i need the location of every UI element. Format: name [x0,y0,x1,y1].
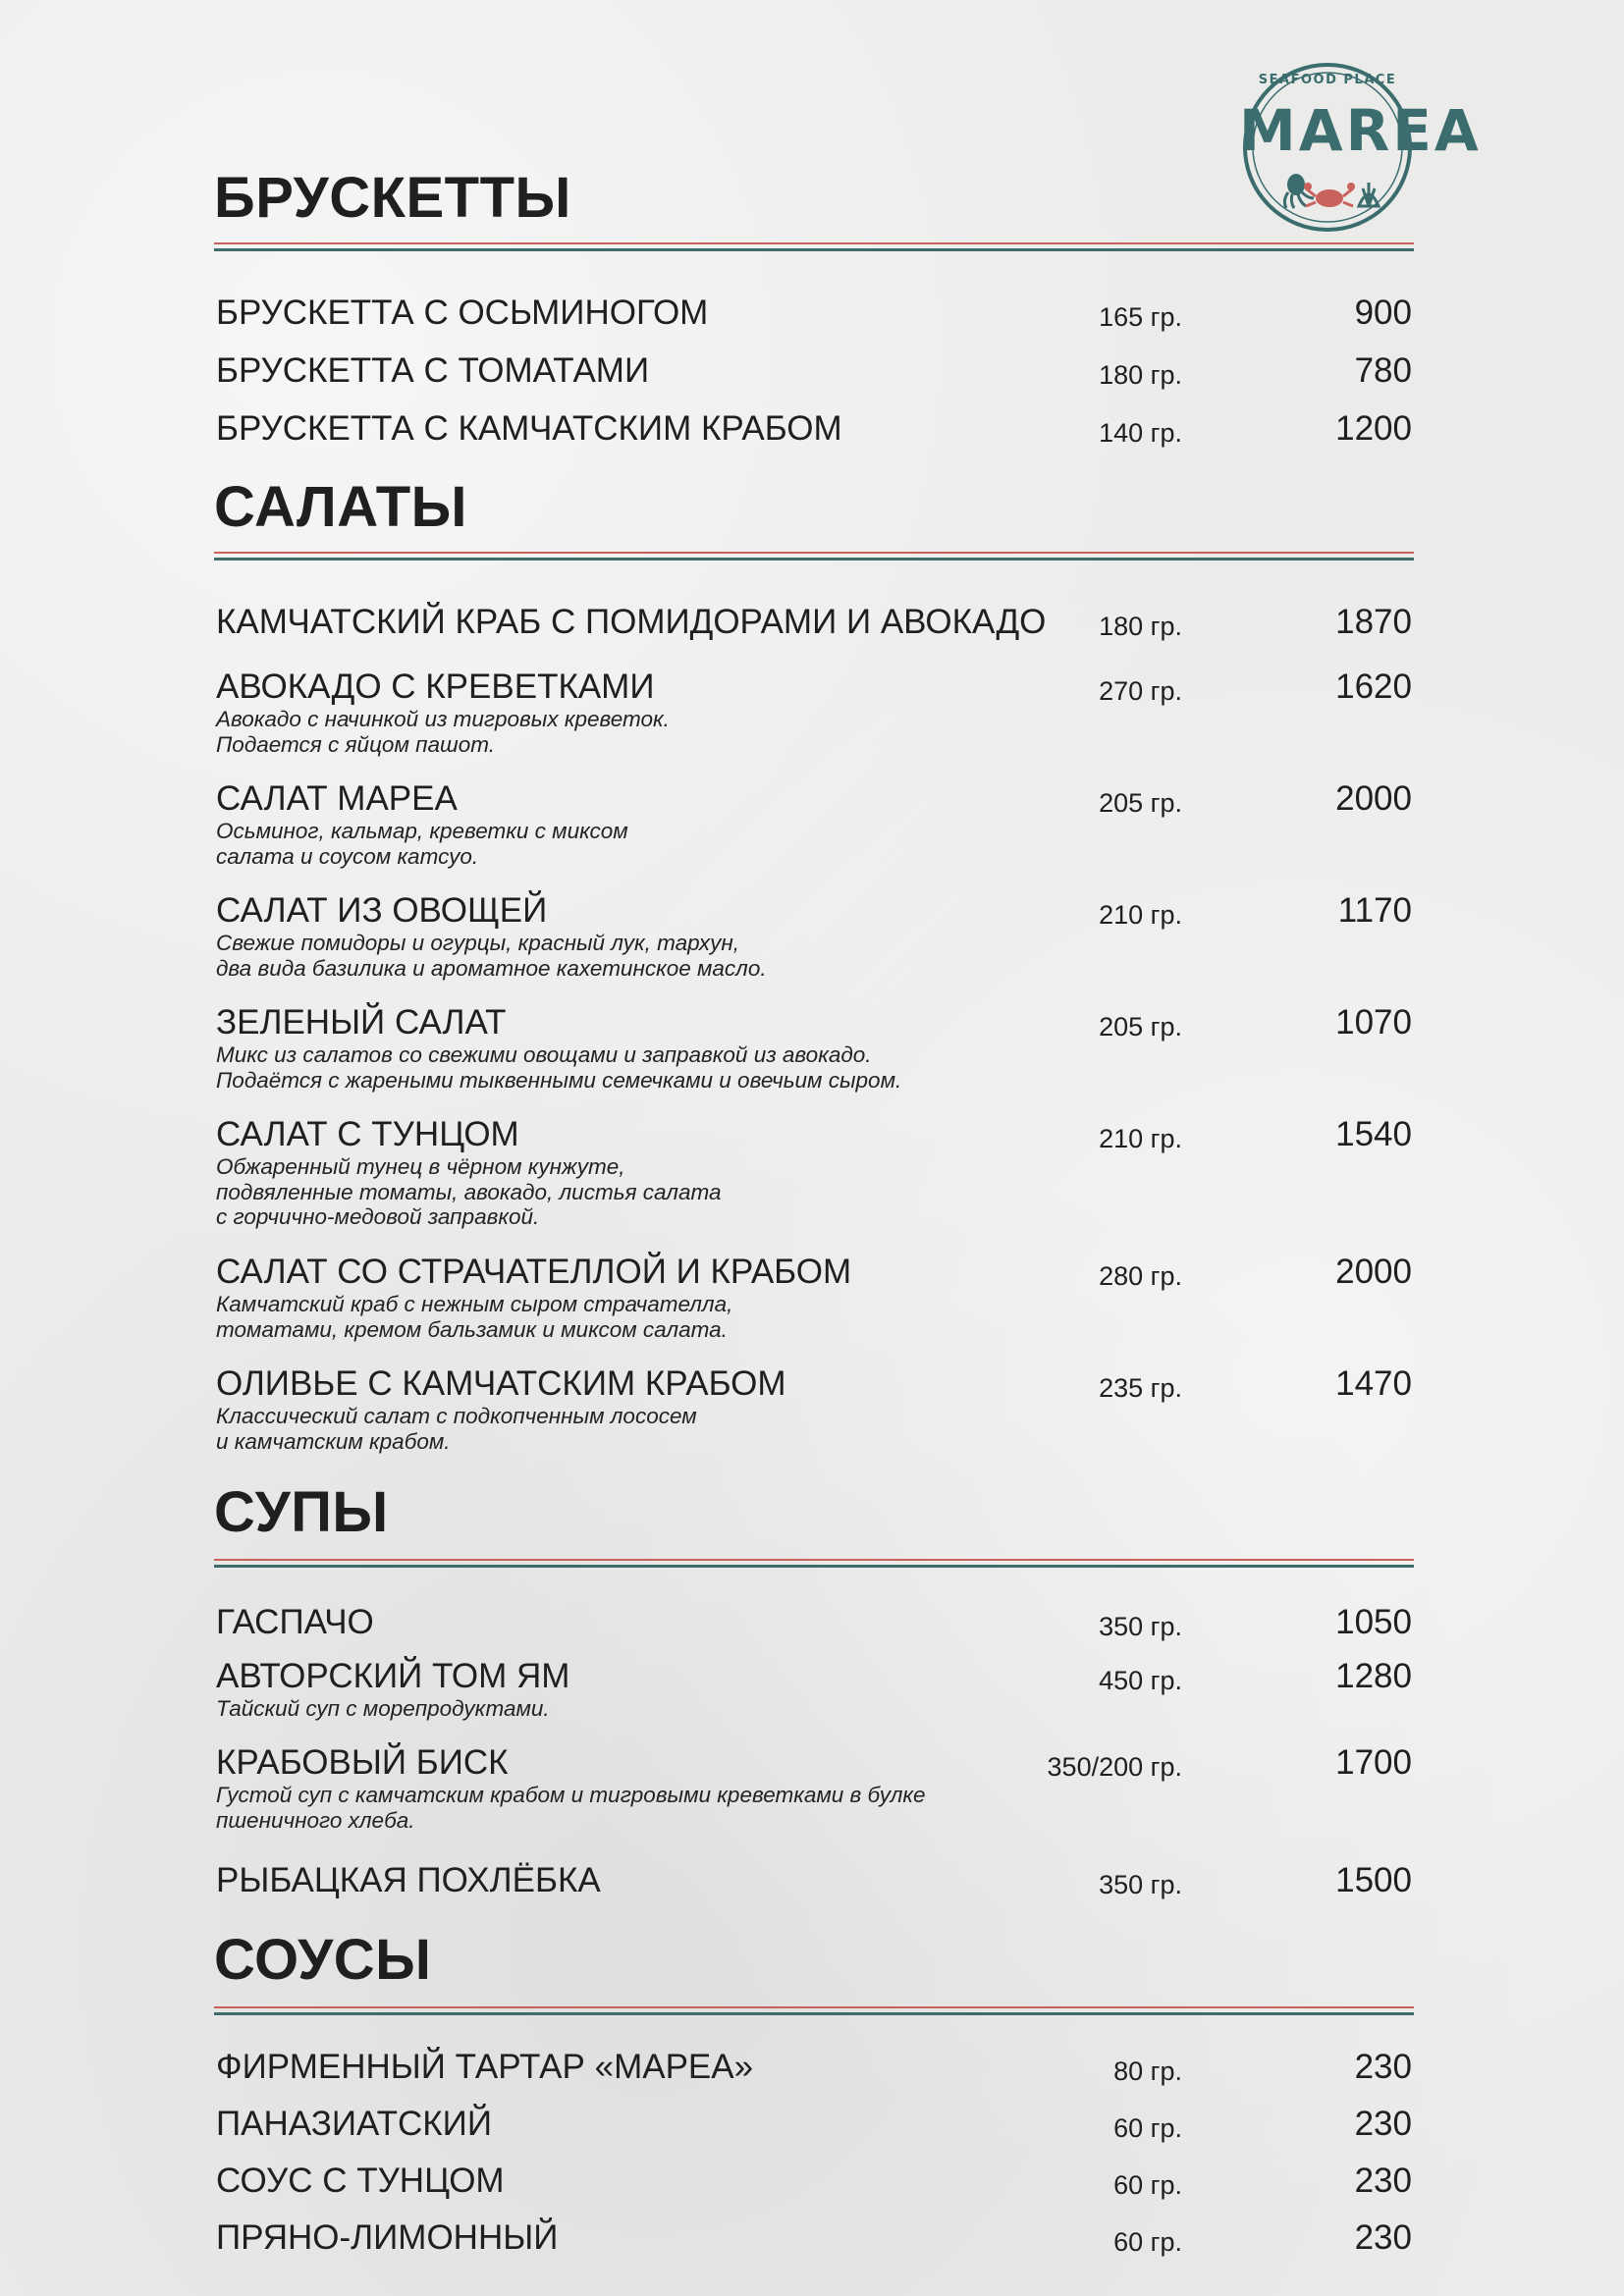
item-weight: 350 гр. [1099,1612,1182,1641]
item-description: Камчатский краб с нежным сыром страчателла, томатами, кремом бальзамик и миксом салата. [216,1292,733,1342]
item-name: САЛАТ СО СТРАЧАТЕЛЛОЙ И КРАБОМ [216,1253,852,1291]
item-price: 1700 [1335,1743,1412,1782]
item-weight: 60 гр. [1113,2227,1182,2257]
item-name: РЫБАЦКАЯ ПОХЛЁБКА [216,1861,601,1899]
item-name: САЛАТ ИЗ ОВОЩЕЙ [216,891,548,930]
item-description: Авокадо с начинкой из тигровых креветок. Подается с яйцом пашот. [216,707,670,757]
item-weight: 205 гр. [1099,1012,1182,1041]
item-price: 1070 [1335,1003,1412,1041]
item-name: ФИРМЕННЫЙ ТАРТАР «МАРЕА» [216,2048,754,2086]
item-price: 2000 [1335,1253,1412,1291]
section-divider [214,2006,1414,2016]
item-description: Свежие помидоры и огурцы, красный лук, тархун, два вида базилика и ароматное кахетинское масло. [216,931,767,981]
item-description: Классический салат с подкопченным лососем и камчатским крабом. [216,1404,697,1454]
item-weight: 280 гр. [1099,1261,1182,1291]
item-weight: 210 гр. [1099,900,1182,930]
item-description: Микс из салатов со свежими овощами и заправкой из авокадо. Подаётся с жареными тыквенными семечками и овечьим сыром. [216,1042,902,1093]
item-name: САЛАТ МАРЕА [216,779,458,818]
item-weight: 235 гр. [1099,1373,1182,1403]
item-name: БРУСКЕТТА С КАМЧАТСКИМ КРАБОМ [216,409,842,448]
item-price: 780 [1354,351,1412,390]
item-price: 900 [1354,294,1412,332]
item-price: 1470 [1335,1364,1412,1403]
item-weight: 350 гр. [1099,1870,1182,1899]
item-description: Густой суп с камчатским крабом и тигровыми креветками в булке пшеничного хлеба. [216,1783,926,1833]
item-name: КРАБОВЫЙ БИСК [216,1743,509,1782]
item-name: ПРЯНО-ЛИМОННЫЙ [216,2218,559,2257]
logo-subtitle: SEAFOOD PLACE [1258,73,1397,87]
item-weight: 80 гр. [1113,2056,1182,2086]
item-name: БРУСКЕТТА С ОСЬМИНОГОМ [216,294,709,332]
item-weight: 270 гр. [1099,676,1182,706]
section-title: САЛАТЫ [214,475,467,539]
item-price: 230 [1354,2105,1412,2143]
item-name: АВОКАДО С КРЕВЕТКАМИ [216,667,655,706]
item-name: САЛАТ С ТУНЦОМ [216,1115,519,1153]
section-title: СОУСЫ [214,1928,432,1992]
item-weight: 60 гр. [1113,2113,1182,2143]
item-description: Обжаренный тунец в чёрном кунжуте, подвяленные томаты, авокадо, листья салата с горчично-медовой заправкой. [216,1154,722,1229]
item-name: СОУС С ТУНЦОМ [216,2162,505,2200]
item-weight: 350/200 гр. [1047,1752,1182,1782]
item-weight: 60 гр. [1113,2170,1182,2200]
section-divider [214,242,1414,252]
item-name: АВТОРСКИЙ ТОМ ЯМ [216,1657,570,1695]
item-price: 230 [1354,2218,1412,2257]
marea-logo [1239,59,1482,236]
item-name: ГАСПАЧО [216,1603,374,1641]
item-description: Осьминог, кальмар, креветки с миксом салата и соусом катсуо. [216,819,628,869]
item-price: 230 [1354,2162,1412,2200]
item-price: 1200 [1335,409,1412,448]
item-price: 1280 [1335,1657,1412,1695]
item-price: 1050 [1335,1603,1412,1641]
item-weight: 140 гр. [1099,418,1182,448]
item-price: 1170 [1337,891,1412,930]
logo-title: MAREA [1239,97,1482,164]
item-weight: 180 гр. [1099,360,1182,390]
item-name: КАМЧАТСКИЙ КРАБ С ПОМИДОРАМИ И АВОКАДО [216,603,1047,641]
item-name: БРУСКЕТТА С ТОМАТАМИ [216,351,650,390]
item-description: Тайский суп с морепродуктами. [216,1696,550,1721]
item-weight: 205 гр. [1099,788,1182,818]
item-name: ЗЕЛЕНЫЙ САЛАТ [216,1003,507,1041]
item-weight: 180 гр. [1099,612,1182,641]
item-name: ОЛИВЬЕ С КАМЧАТСКИМ КРАБОМ [216,1364,786,1403]
item-price: 1870 [1335,603,1412,641]
shell-icon [1359,183,1379,206]
section-title: БРУСКЕТТЫ [214,166,571,230]
item-weight: 450 гр. [1099,1666,1182,1695]
crab-icon [1304,183,1355,207]
item-price: 2000 [1335,779,1412,818]
section-divider [214,1559,1414,1569]
section-title: СУПЫ [214,1480,389,1544]
item-name: ПАНАЗИАТСКИЙ [216,2105,492,2143]
item-weight: 210 гр. [1099,1124,1182,1153]
section-divider [214,552,1414,561]
item-price: 230 [1354,2048,1412,2086]
item-price: 1620 [1335,667,1412,706]
item-weight: 165 гр. [1099,302,1182,332]
item-price: 1540 [1335,1115,1412,1153]
item-price: 1500 [1335,1861,1412,1899]
